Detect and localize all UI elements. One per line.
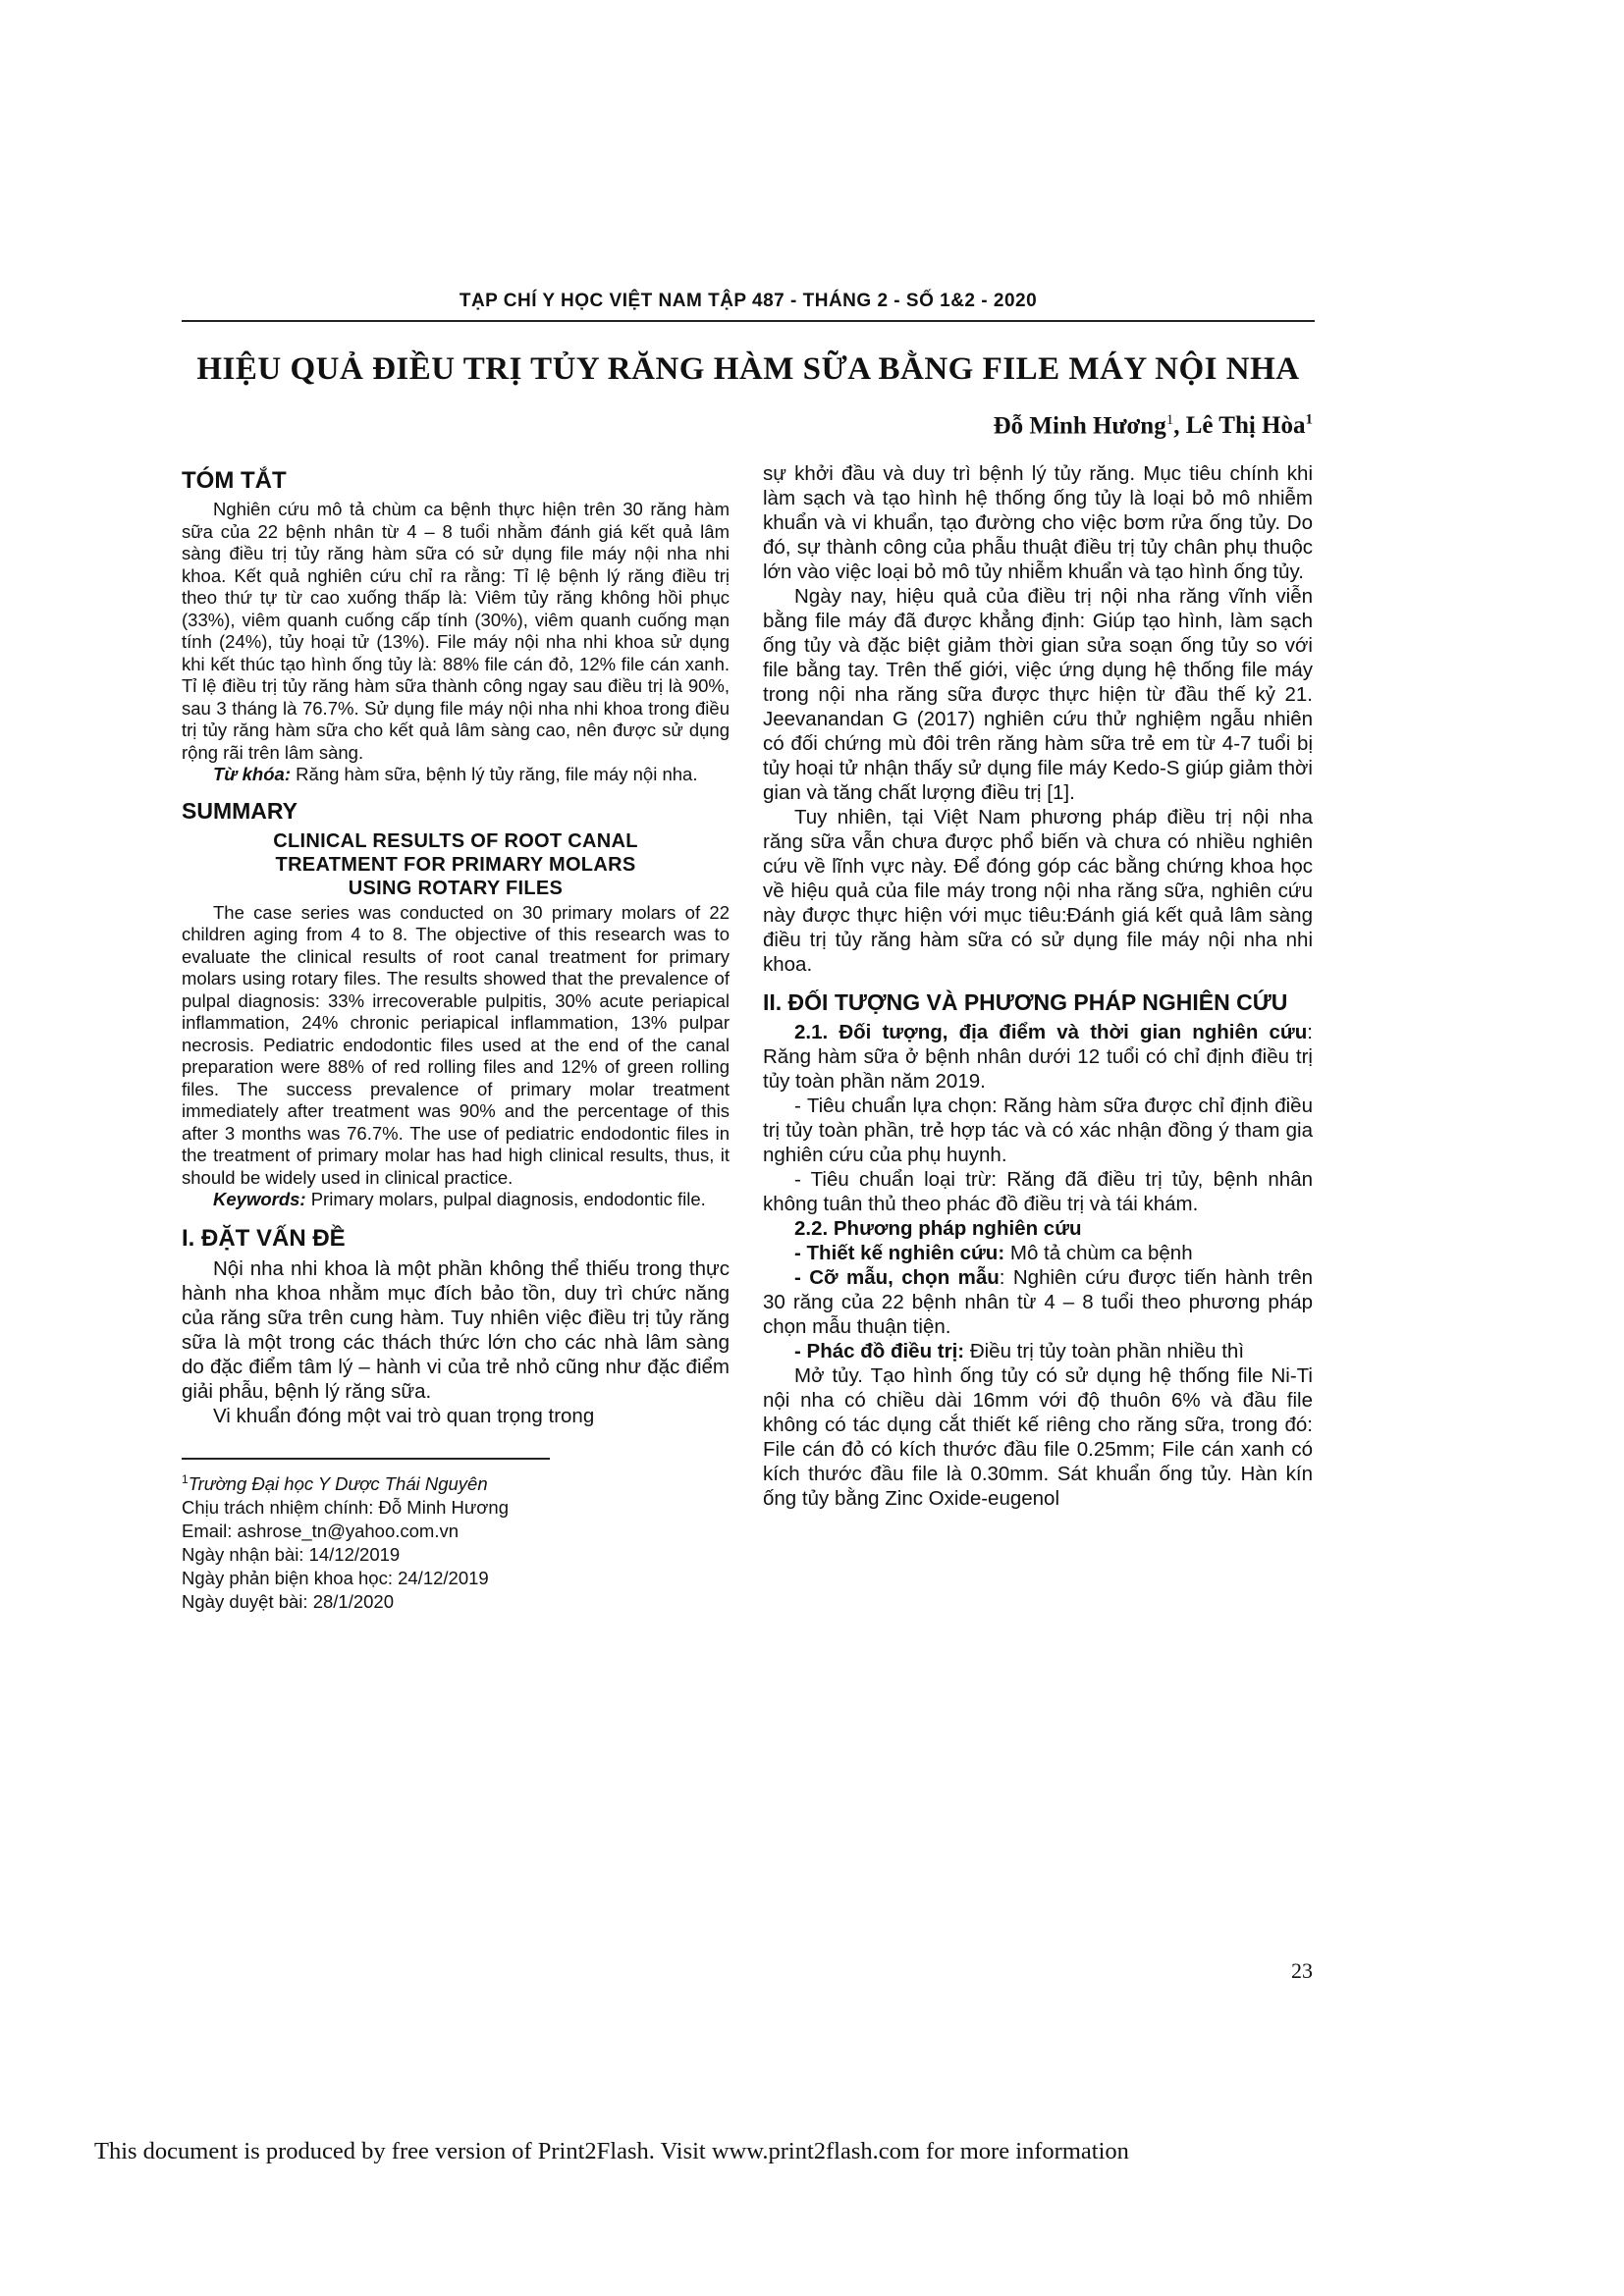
method-protocol	[763, 1339, 1313, 1363]
english-title-line: USING ROTARY FILES	[348, 877, 564, 899]
abstract-heading: TÓM TẮT	[182, 467, 287, 494]
subsection-2-1	[763, 1020, 1313, 1094]
paragraph: Vi khuẩn đóng một vai trò quan trọng trong	[213, 1404, 595, 1427]
article-title: HIỆU QUẢ ĐIỀU TRỊ TỦY RĂNG HÀM SỮA BẰNG FILE MÁY NỘI NHA	[196, 351, 1300, 387]
page-number: 23	[1291, 1958, 1313, 1983]
author-affiliation-mark: 1	[1165, 412, 1174, 428]
footnote	[182, 1468, 730, 1614]
paragraph: Nội nha nhi khoa là một phần không thể thiếu trong thực hành nha khoa nhằm mục đích bảo tồn, duy trì chức năng của răng sữa trên cung hàm. Tuy nhiên việc điều trị tủy răng sữa là một trong các thách thức lớn cho các nhà lâm sàng do đặc điểm tâm lý – hành vi của trẻ nhỏ cũng như đặc điểm giải phẫu, bệnh lý răng sữa.	[182, 1256, 730, 1403]
footnote-email: Email: ashrose_tn@yahoo.com.vn	[182, 1520, 460, 1541]
method-text: Điều trị tủy toàn phần nhiều thì	[964, 1340, 1245, 1362]
abstract-body: Nghiên cứu mô tả chùm ca bệnh thực hiện trên 30 răng hàm sữa của 22 bệnh nhân từ 4 – 8 tuổi nhằm đánh giá kết quả lâm sàng điều trị tủy răng hàm sữa có sử dụng file máy nội nha nhi khoa. Kết quả nghiên cứu chỉ ra rằng: Tỉ lệ bệnh lý răng điều trị theo thứ tự từ cao xuống thấp là: Viêm tủy răng không hồi phục (33%), viêm quanh cuống cấp tính (30%), viêm quanh cuống mạn tính (24%), tủy hoại tử (13%). File máy nội nha nhi khoa sử dụng khi kết thúc tạo hình ống tủy là: 88% file cán đỏ, 12% file cán xanh. Tỉ lệ điều trị tủy răng hàm sữa thành công ngay sau điều trị là 90%, sau 3 tháng là 76.7%. Sử dụng file máy nội nha nhi khoa trong điều trị tủy răng hàm sữa cho kết quả lâm sàng cao, nên được sử dụng rộng rãi trên lâm sàng.	[182, 499, 730, 763]
method-text: : Nghiên cứu được tiến hành trên 30 răng của 22 bệnh nhân từ 4 – 8 tuổi theo phương pháp chọn mẫu thuận tiện.	[763, 1266, 1313, 1338]
summary-body: The case series was conducted on 30 primary molars of 22 children aging from 4 to 8. The objective of this research was to evaluate the clinical results of root canal treatment for primary molars using rotary files. The results showed that the prevalence of pulpal diagnosis: 33% irrecoverable pulpitis, 30% acute periapical inflammation, 24% chronic periapical inflammation, 13% pulpar necrosis. Pediatric endodontic files used at the end of the canal preparation were 88% of red rolling files and 12% of green rolling files. The success prevalence of primary molar treatment immediately after treatment was 90% and the percentage of this after 3 months was 76.7%. The use of pediatric endodontic files in the treatment of primary molar has had high clinical results, thus, it should be widely used in clinical practice.	[182, 901, 730, 1188]
method-sample	[763, 1265, 1313, 1339]
footnote-mark: 1	[182, 1471, 189, 1486]
left-column	[182, 461, 730, 1614]
english-title-line: CLINICAL RESULTS OF ROOT CANAL	[273, 829, 638, 852]
english-title	[182, 829, 730, 900]
footnote-accepted: Ngày duyệt bài: 28/1/2020	[182, 1590, 394, 1612]
paragraph: Mở tủy. Tạo hình ống tủy có sử dụng hệ thống file Ni-Ti nội nha có chiều dài 16mm với độ thuôn 6% và đầu file không có tác dụng cắt thiết kế riêng cho răng sữa, trong đó: File cán đỏ có kích thước đầu file 0.25mm; File cán xanh có kích thước đầu file là 0.30mm. Sát khuẩn ống tủy. Hàn kín ống tủy bằng Zinc Oxide-eugenol	[763, 1364, 1313, 1510]
keywords-text: Răng hàm sữa, bệnh lý tủy răng, file máy nội nha.	[291, 764, 698, 784]
running-header: TẠP CHÍ Y HỌC VIỆT NAM TẬP 487 - THÁNG 2 - SỐ 1&2 - 2020	[459, 291, 1038, 311]
method-label: - Phác đồ điều trị:	[794, 1340, 965, 1362]
paragraph: - Tiêu chuẩn lựa chọn: Răng hàm sữa được chỉ định điều trị tủy toàn phần, trẻ hợp tác và có xác nhận đồng ý tham gia nghiên cứu của phụ huynh.	[763, 1095, 1313, 1166]
method-text: Mô tả chùm ca bệnh	[1004, 1242, 1193, 1264]
method-label: - Thiết kế nghiên cứu:	[794, 1242, 1005, 1264]
section-heading: II. ĐỐI TƯỢNG VÀ PHƯƠNG PHÁP NGHIÊN CỨU	[763, 989, 1288, 1015]
author-line	[994, 412, 1313, 440]
right-column	[763, 461, 1313, 1511]
abstract-keywords	[182, 764, 730, 786]
english-title-line: TREATMENT FOR PRIMARY MOLARS	[275, 853, 636, 876]
paragraph: Ngày nay, hiệu quả của điều trị nội nha răng vĩnh viễn bằng file máy đã được khẳng định: Giúp tạo hình, làm sạch ống tủy và đặc biệt giảm thời gian sửa soạn ống tủy so với file bằng tay. Trên thế giới, việc ứng dụng hệ thống file máy trong nội nha răng sữa được thực hiện từ đầu thế kỷ 21. Jeevanandan G (2017) nghiên cứu thử nghiệm ngẫu nhiên có đối chứng mù đôi trên răng hàm sữa trẻ em từ 4-7 tuổi bị tủy hoại tử nhận thấy sử dụng file máy Kedo-S giúp giảm thời gian và tăng chất lượng điều trị [1].	[763, 585, 1313, 804]
section-heading: I. ĐẶT VẤN ĐỀ	[182, 1224, 346, 1252]
keywords-label: Từ khóa:	[213, 764, 291, 784]
summary-heading: SUMMARY	[182, 797, 298, 824]
footnote-received: Ngày nhận bài: 14/12/2019	[182, 1543, 401, 1565]
author-name: Lê Thị Hòa	[1185, 412, 1306, 440]
print2flash-notice: This document is produced by free version of Print2Flash. Visit www.print2flash.com for more information	[94, 2138, 1129, 2164]
footnote-responsible: Chịu trách nhiệm chính: Đỗ Minh Hương	[182, 1496, 509, 1518]
keywords-text: Primary molars, pulpal diagnosis, endodontic file.	[305, 1189, 706, 1209]
paragraph: Tuy nhiên, tại Việt Nam phương pháp điều trị nội nha răng sữa vẫn chưa được phổ biến và chưa có nhiều nghiên cứu về lĩnh vực này. Để đóng góp các bằng chứng khoa học về hiệu quả của file máy trong nội nha răng sữa, nghiên cứu này được thực hiện với mục tiêu:Đánh giá kết quả lâm sàng điều trị tủy răng hàm sữa có sử dụng file máy nội nha nhi khoa.	[763, 806, 1313, 976]
subsection-heading: 2.2. Phương pháp nghiên cứu	[794, 1217, 1082, 1240]
author-affiliation-mark: 1	[1305, 412, 1313, 428]
footnote-divider	[182, 1458, 550, 1460]
header-divider	[182, 320, 1315, 322]
footnote-institution: Trường Đại học Y Dược Thái Nguyên	[188, 1472, 488, 1494]
author-separator: ,	[1173, 412, 1186, 440]
footnote-reviewed: Ngày phản biện khoa học: 24/12/2019	[182, 1567, 489, 1588]
subsection-label: 2.1. Đối tượng, địa điểm và thời gian nghiên cứu	[794, 1021, 1308, 1043]
method-label: - Cỡ mẫu, chọn mẫu	[794, 1266, 1000, 1289]
author-name: Đỗ Minh Hương	[993, 412, 1166, 440]
subsection-text: : Răng hàm sữa ở bệnh nhân dưới 12 tuổi có chỉ định điều trị tủy toàn phần năm 2019.	[763, 1021, 1313, 1093]
paragraph: - Tiêu chuẩn loại trừ: Răng đã điều trị tủy, bệnh nhân không tuân thủ theo phác đồ điều trị và tái khám.	[763, 1168, 1313, 1215]
keywords-label: Keywords:	[213, 1189, 306, 1209]
method-design	[763, 1241, 1313, 1265]
summary-keywords	[182, 1189, 730, 1211]
paragraph: sự khởi đầu và duy trì bệnh lý tủy răng. Mục tiêu chính khi làm sạch và tạo hình hệ thống ống tủy là loại bỏ mô nhiễm khuẩn và vi khuẩn, tạo đường cho việc bơm rửa ống tủy. Do đó, sự thành công của phẫu thuật điều trị tủy chân phụ thuộc lớn vào việc loại bỏ mô tủy nhiễm khuẩn và tạo hình ống tủy.	[763, 462, 1313, 583]
